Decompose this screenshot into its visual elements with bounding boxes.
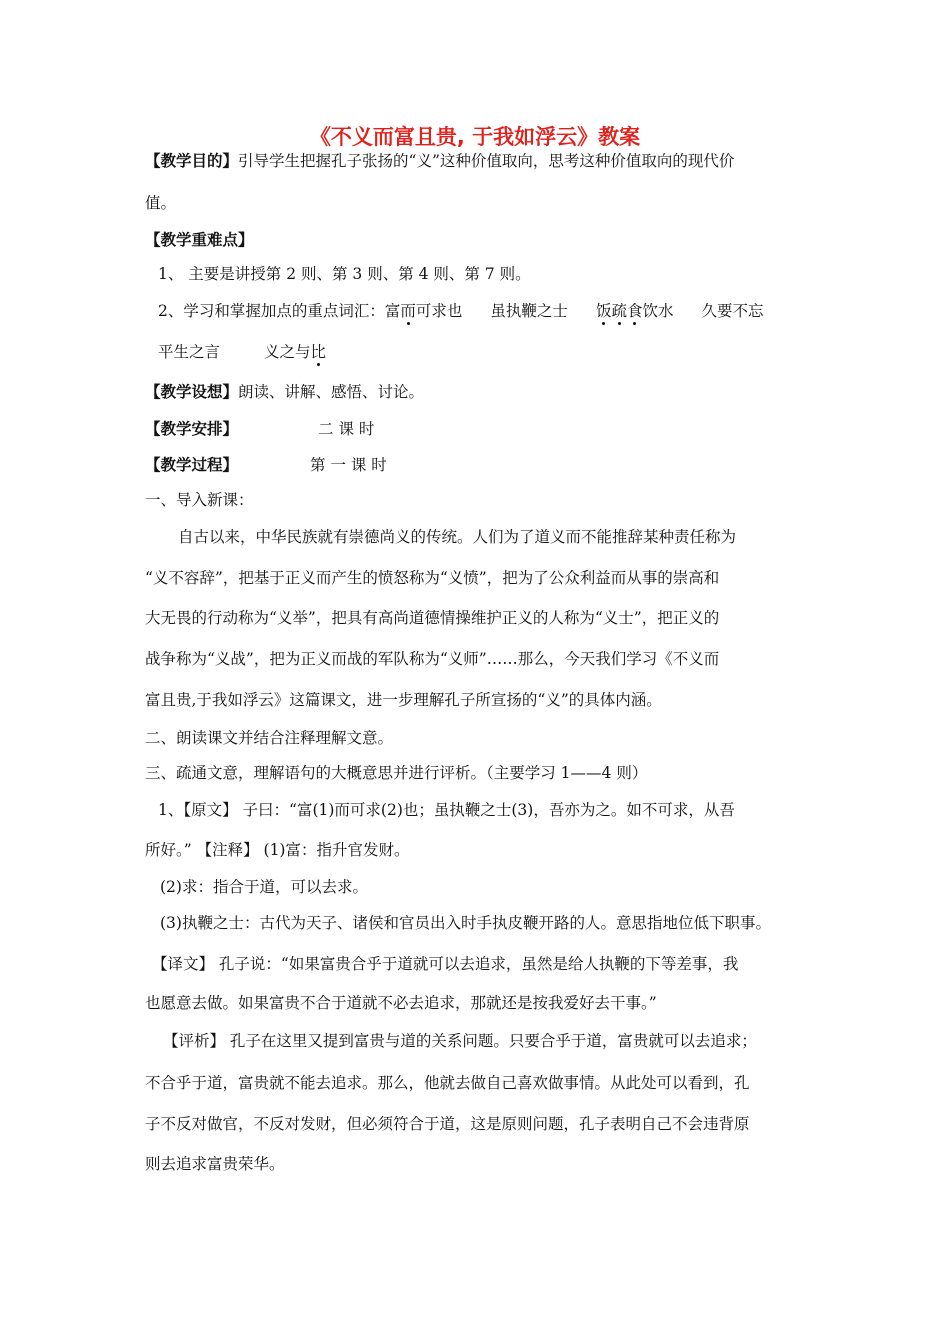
goal-line-2: 值。 <box>145 194 177 212</box>
key-points-label: 【教学重难点】 <box>145 231 254 249</box>
key-point-1: 1、 主要是讲授第 2 则、第 3 则、第 4 则、第 7 则。 <box>158 265 531 283</box>
section-1-heading: 一、导入新课： <box>145 491 254 509</box>
emphasis-dot-char: 而 <box>400 302 416 320</box>
vocab-word-1: 富而可求也 <box>384 302 463 320</box>
goal-label: 【教学目的】 <box>145 152 239 170</box>
arrangement-label: 【教学安排】 <box>145 420 239 438</box>
arrangement-text: 二 课 时 <box>318 420 375 438</box>
passage-1-analysis-line-1: 【评析】 孔子在这里又提到富贵与道的关系问题。只要合乎于道，富贵就可以去追求； <box>163 1032 757 1050</box>
passage-1-translation-line-2: 也愿意去做。如果富贵不合于道就不必去追求，那就还是按我爱好去干事。” <box>145 994 657 1012</box>
idea-label: 【教学设想】 <box>145 383 239 401</box>
arrangement-line <box>145 418 374 440</box>
vocab-word-5: 平生之言 <box>158 343 221 361</box>
goal-text: 引导学生把握孔子张扬的“义”这种价值取向，思考这种价值取向的现代价 <box>238 152 735 170</box>
vocab-word-6: 义之与比 <box>264 343 327 361</box>
vocab-word-3: 饭疏食饮水 <box>595 302 674 320</box>
key-point-2-cont <box>158 341 326 363</box>
idea-text: 朗读、讲解、感悟、讨论。 <box>238 383 425 401</box>
process-line <box>145 454 387 476</box>
intro-line-2: “义不容辞”，把基于正义而产生的愤怒称为“义愤”，把为了公众利益而从事的崇高和 <box>145 569 720 587</box>
passage-1-analysis-line-4: 则去追求富贵荣华。 <box>145 1155 285 1173</box>
vocab-word-2: 虽执鞭之士 <box>490 302 568 320</box>
intro-line-3: 大无畏的行动称为“义举”，把具有高尚道德情操维护正义的人称为“义士”，把正义的 <box>145 609 720 627</box>
emphasis-dot-char: 比 <box>310 343 327 361</box>
intro-line-5: 富且贵,于我如浮云》这篇课文，进一步理解孔子所宣扬的“义”的具体内涵。 <box>145 691 662 709</box>
emphasis-dot-char: 饭 <box>595 302 612 320</box>
passage-1-analysis-line-3: 子不反对做官，不反对发财，但必须符合于道，这是原则问题，孔子表明自己不会违背原 <box>145 1115 750 1133</box>
key-point-2 <box>158 300 764 322</box>
section-2-heading: 二、朗读课文并结合注释理解文意。 <box>145 729 394 747</box>
document-title: 《不义而富且贵, 于我如浮云》教案 <box>309 125 641 149</box>
goal-line-1 <box>145 150 734 172</box>
passage-1-note-3: (3)执鞭之士：古代为天子、诸侯和官员出入时手执皮鞭开路的人。意思指地位低下职事。 <box>160 914 771 932</box>
passage-1-translation-line-1: 【译文】 孔子说：“如果富贵合乎于道就可以去追求，虽然是给人执鞭的下等差事，我 <box>152 955 739 973</box>
vocab-word-4: 久要不忘 <box>701 302 764 320</box>
process-text: 第 一 课 时 <box>310 456 387 474</box>
section-3-heading: 三、疏通文意，理解语句的大概意思并进行评析。（主要学习 1——4 则） <box>145 764 648 782</box>
process-label: 【教学过程】 <box>145 456 239 474</box>
idea-line <box>145 381 424 403</box>
passage-1-analysis-line-2: 不合乎于道，富贵就不能去追求。那么，他就去做自己喜欢做事情。从此处可以看到，孔 <box>145 1074 750 1092</box>
emphasis-dot-char: 食 <box>626 302 643 320</box>
intro-line-1: 自古以来，中华民族就有崇德尚义的传统。人们为了道义而不能推辞某种责任称为 <box>178 528 737 546</box>
key-point-2-prefix: 2、学习和掌握加点的重点词汇： <box>158 302 385 320</box>
passage-1-original-line-2: 所好。” 【注释】 (1)富：指升官发财。 <box>145 841 410 859</box>
emphasis-dot-char: 疏 <box>611 302 627 320</box>
passage-1-note-2: (2)求：指合于道，可以去求。 <box>160 878 368 896</box>
intro-line-4: 战争称为“义战”，把为正义而战的军队称为“义师”……那么，今天我们学习《不义而 <box>145 650 720 668</box>
passage-1-original-line-1: 1、【原文】 子曰：“富(1)而可求(2)也；虽执鞭之士(3)，吾亦为之。如不可求，从吾 <box>158 801 735 819</box>
